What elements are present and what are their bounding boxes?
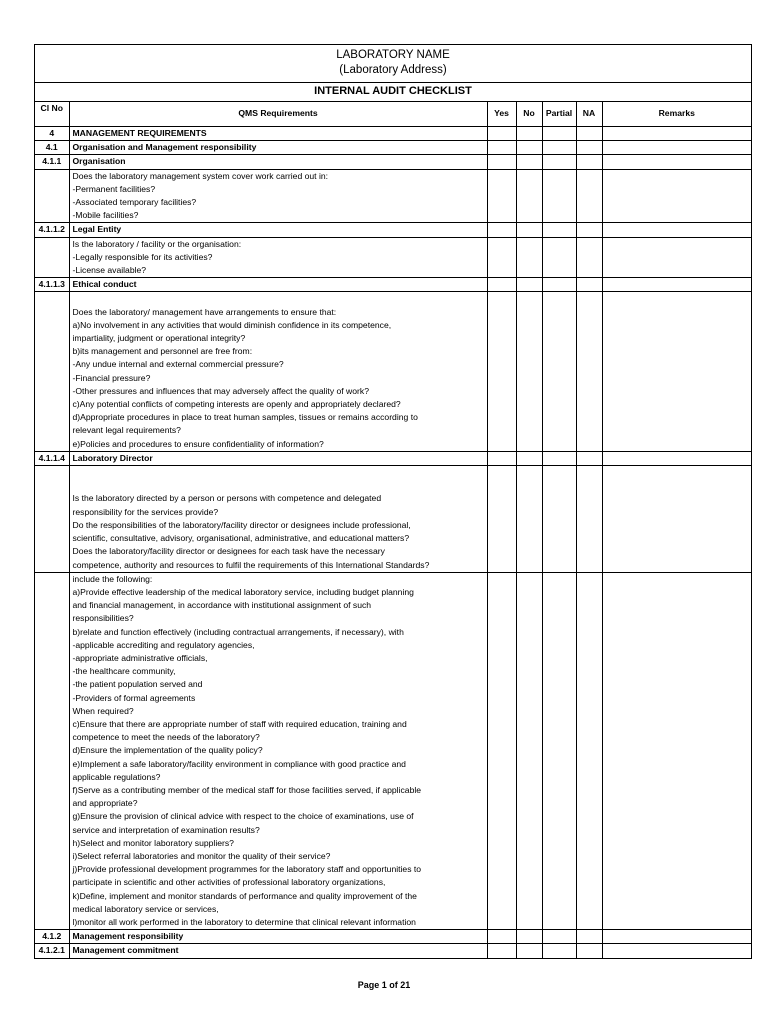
- laboratory-name: LABORATORY NAME: [336, 49, 450, 61]
- na-cell[interactable]: [576, 237, 602, 278]
- na-cell[interactable]: [576, 155, 602, 169]
- remarks-cell[interactable]: [602, 466, 751, 573]
- requirement-line: f)Serve as a contributing member of the medical staff for those facilities served, if applicable: [72, 784, 422, 795]
- section-heading: [69, 127, 487, 141]
- yes-cell[interactable]: [487, 141, 516, 155]
- table-header-row: [35, 102, 751, 127]
- page-number: Page 1 of 21: [357, 980, 411, 990]
- section-row: [35, 278, 751, 292]
- requirement-line: -Providers of formal agreements: [72, 692, 196, 703]
- requirement-line: Do the responsibilities of the laboratory/facility director or designees include professional,: [72, 519, 411, 530]
- clause-number: 4.1.1: [35, 155, 69, 169]
- clause-number: [35, 292, 69, 451]
- yes-cell[interactable]: [487, 278, 516, 292]
- requirement-text: [69, 292, 487, 451]
- requirement-line: Is the laboratory directed by a person or persons with competence and delegated: [72, 493, 382, 504]
- clause-number: 4.1.1.3: [35, 278, 69, 292]
- requirement-line: Ethical conduct: [72, 279, 137, 290]
- no-cell[interactable]: [516, 572, 542, 929]
- requirement-line: service and interpretation of examination results?: [72, 824, 260, 835]
- yes-cell[interactable]: [487, 292, 516, 451]
- requirement-line: -License available?: [72, 265, 147, 276]
- remarks-cell[interactable]: [602, 278, 751, 292]
- clause-number: 4.1.2.1: [35, 944, 69, 958]
- partial-cell[interactable]: [542, 141, 576, 155]
- partial-cell[interactable]: [542, 127, 576, 141]
- requirement-line: a)Provide effective leadership of the medical laboratory service, including budget planning: [72, 586, 414, 597]
- na-cell[interactable]: [576, 169, 602, 223]
- requirement-line: e)Implement a safe laboratory/facility environment in compliance with good practice and: [72, 758, 406, 769]
- no-cell[interactable]: [516, 169, 542, 223]
- requirement-line: When required?: [72, 705, 134, 716]
- partial-cell[interactable]: [542, 278, 576, 292]
- requirement-text: [69, 572, 487, 929]
- requirement-line: [73, 466, 484, 479]
- remarks-cell[interactable]: [602, 572, 751, 929]
- yes-cell[interactable]: [487, 466, 516, 573]
- requirement-line: c)Any potential conflicts of competing interests are openly and appropriately declared?: [72, 399, 401, 410]
- partial-cell[interactable]: [542, 292, 576, 451]
- na-cell[interactable]: [576, 127, 602, 141]
- requirement-line: -appropriate administrative officials,: [72, 652, 208, 663]
- question-row: [35, 237, 751, 278]
- document-title: INTERNAL AUDIT CHECKLIST: [35, 83, 751, 102]
- na-cell[interactable]: [576, 451, 602, 465]
- requirement-line: [73, 292, 484, 305]
- question-row: [35, 169, 751, 223]
- clause-number: [35, 466, 69, 573]
- requirement-line: e)Policies and procedures to ensure confidentiality of information?: [72, 438, 324, 449]
- partial-cell[interactable]: [542, 466, 576, 573]
- requirement-text: [69, 169, 487, 223]
- section-heading: [69, 944, 487, 958]
- no-cell[interactable]: [516, 292, 542, 451]
- question-row: [35, 572, 751, 929]
- na-cell[interactable]: [576, 930, 602, 944]
- remarks-cell[interactable]: [602, 930, 751, 944]
- remarks-cell[interactable]: [602, 223, 751, 237]
- requirement-line: -Legally responsible for its activities?: [72, 251, 213, 262]
- col-header-partial: Partial: [542, 102, 576, 127]
- remarks-cell[interactable]: [602, 944, 751, 958]
- no-cell[interactable]: [516, 278, 542, 292]
- clause-number: [35, 169, 69, 223]
- partial-cell[interactable]: [542, 944, 576, 958]
- requirement-line: responsibilities?: [72, 613, 134, 624]
- requirement-line: b)relate and function effectively (including contractual arrangements, if necessary), with: [72, 626, 404, 637]
- requirement-line: b)its management and personnel are free from:: [72, 346, 253, 357]
- requirement-line: Organisation and Management responsibility: [72, 142, 257, 153]
- requirement-line: Management commitment: [72, 945, 179, 956]
- no-cell[interactable]: [516, 237, 542, 278]
- requirement-line: a)No involvement in any activities that would diminish confidence in its competence,: [72, 319, 392, 330]
- clause-number: 4.1.2: [35, 930, 69, 944]
- yes-cell[interactable]: [487, 155, 516, 169]
- requirement-text: [69, 237, 487, 278]
- requirement-line: include the following:: [72, 573, 153, 584]
- yes-cell[interactable]: [487, 169, 516, 223]
- requirement-line: relevant legal requirements?: [72, 425, 181, 436]
- requirement-line: impartiality, judgment or operational integrity?: [72, 333, 246, 344]
- na-cell[interactable]: [576, 223, 602, 237]
- yes-cell[interactable]: [487, 223, 516, 237]
- requirement-line: Is the laboratory / facility or the organisation:: [72, 238, 242, 249]
- requirement-line: Legal Entity: [72, 224, 122, 235]
- na-cell[interactable]: [576, 141, 602, 155]
- partial-cell[interactable]: [542, 223, 576, 237]
- requirement-line: Does the laboratory/ management have arrangements to ensure that:: [72, 306, 337, 317]
- yes-cell[interactable]: [487, 451, 516, 465]
- section-row: [35, 944, 751, 958]
- yes-cell[interactable]: [487, 944, 516, 958]
- section-heading: [69, 155, 487, 169]
- requirement-line: -Other pressures and influences that may adversely affect the quality of work?: [72, 385, 369, 396]
- section-heading: [69, 278, 487, 292]
- section-row: [35, 451, 751, 465]
- col-header-remarks: Remarks: [602, 102, 751, 127]
- requirement-line: MANAGEMENT REQUIREMENTS: [72, 128, 207, 138]
- requirement-line: -the healthcare community,: [72, 666, 176, 677]
- partial-cell[interactable]: [542, 930, 576, 944]
- section-row: [35, 155, 751, 169]
- no-cell[interactable]: [516, 944, 542, 958]
- requirement-line: l)monitor all work performed in the laboratory to determine that clinical relevant information: [72, 916, 416, 927]
- remarks-cell[interactable]: [602, 169, 751, 223]
- na-cell[interactable]: [576, 466, 602, 573]
- requirement-line: responsibility for the services provide?: [72, 506, 219, 517]
- requirement-line: [73, 479, 484, 492]
- na-cell[interactable]: [576, 292, 602, 451]
- yes-cell[interactable]: [487, 930, 516, 944]
- partial-cell[interactable]: [542, 169, 576, 223]
- section-row: [35, 141, 751, 155]
- requirement-text: [69, 466, 487, 573]
- no-cell[interactable]: [516, 451, 542, 465]
- remarks-cell[interactable]: [602, 127, 751, 141]
- section-heading: [69, 141, 487, 155]
- requirement-line: applicable regulations?: [72, 771, 161, 782]
- partial-cell[interactable]: [542, 451, 576, 465]
- no-cell[interactable]: [516, 930, 542, 944]
- clause-number: 4.1.1.2: [35, 223, 69, 237]
- requirement-line: -the patient population served and: [72, 679, 203, 690]
- audit-checklist-sheet: [34, 44, 752, 959]
- no-cell[interactable]: [516, 127, 542, 141]
- requirement-line: competence, authority and resources to fulfil the requirements of this International Standards?: [72, 559, 430, 570]
- requirement-line: and financial management, in accordance with institutional assignment of such: [72, 600, 372, 611]
- requirement-line: -Associated temporary facilities?: [72, 197, 197, 208]
- requirement-line: k)Define, implement and monitor standards of performance and quality improvement of the: [72, 890, 417, 901]
- requirement-line: Does the laboratory/facility director or designees for each task have the necessary: [72, 546, 385, 557]
- question-row: [35, 292, 751, 451]
- requirement-line: j)Provide professional development programmes for the laboratory staff and opportunities to: [72, 864, 422, 875]
- requirement-line: d)Ensure the implementation of the quality policy?: [72, 745, 263, 756]
- requirement-line: Management responsibility: [72, 931, 184, 942]
- remarks-cell[interactable]: [602, 155, 751, 169]
- question-row: [35, 466, 751, 573]
- yes-cell[interactable]: [487, 127, 516, 141]
- yes-cell[interactable]: [487, 572, 516, 929]
- clause-number: 4.1.1.4: [35, 451, 69, 465]
- requirement-line: c)Ensure that there are appropriate number of staff with required education, training and: [72, 718, 407, 729]
- checklist-table: [35, 102, 751, 958]
- col-header-na: NA: [576, 102, 602, 127]
- section-row: [35, 223, 751, 237]
- requirement-line: -Financial pressure?: [72, 372, 151, 383]
- yes-cell[interactable]: [487, 237, 516, 278]
- na-cell[interactable]: [576, 944, 602, 958]
- remarks-cell[interactable]: [602, 237, 751, 278]
- clause-number: 4.1: [35, 141, 69, 155]
- na-cell[interactable]: [576, 278, 602, 292]
- requirement-line: -Permanent facilities?: [72, 183, 156, 194]
- col-header-no: No: [516, 102, 542, 127]
- clause-number: 4: [35, 127, 69, 141]
- section-heading: [69, 930, 487, 944]
- section-row: [35, 930, 751, 944]
- requirement-line: -Mobile facilities?: [72, 210, 139, 221]
- no-cell[interactable]: [516, 223, 542, 237]
- section-row: [35, 127, 751, 141]
- remarks-cell[interactable]: [602, 292, 751, 451]
- requirement-line: h)Select and monitor laboratory suppliers?: [72, 837, 234, 848]
- remarks-cell[interactable]: [602, 451, 751, 465]
- requirement-line: i)Select referral laboratories and monitor the quality of their service?: [72, 850, 331, 861]
- remarks-cell[interactable]: [602, 141, 751, 155]
- no-cell[interactable]: [516, 141, 542, 155]
- requirement-line: participate in scientific and other activities of professional laboratory organizations,: [72, 877, 386, 888]
- requirement-line: Organisation: [72, 156, 126, 167]
- section-heading: [69, 451, 487, 465]
- requirement-line: and appropriate?: [72, 798, 138, 809]
- requirement-line: -Any undue internal and external commercial pressure?: [72, 359, 284, 370]
- partial-cell[interactable]: [542, 572, 576, 929]
- col-header-requirements: QMS Requirements: [69, 102, 487, 127]
- na-cell[interactable]: [576, 572, 602, 929]
- requirement-line: Laboratory Director: [72, 452, 153, 463]
- no-cell[interactable]: [516, 466, 542, 573]
- col-header-yes: Yes: [487, 102, 516, 127]
- clause-number: [35, 237, 69, 278]
- requirement-line: Does the laboratory management system cover work carried out in:: [72, 170, 329, 181]
- requirement-line: medical laboratory service or services,: [72, 903, 219, 914]
- requirement-line: -applicable accrediting and regulatory agencies,: [72, 639, 255, 650]
- clause-number: [35, 572, 69, 929]
- requirement-line: d)Appropriate procedures in place to treat human samples, tissues or remains according to: [72, 412, 418, 423]
- requirement-line: g)Ensure the provision of clinical advice with respect to the choice of examinations, use of: [72, 811, 414, 822]
- no-cell[interactable]: [516, 155, 542, 169]
- col-header-cl-no: Cl No: [35, 102, 69, 127]
- partial-cell[interactable]: [542, 237, 576, 278]
- requirement-line: competence to meet the needs of the laboratory?: [72, 732, 260, 743]
- laboratory-header: [35, 45, 751, 83]
- partial-cell[interactable]: [542, 155, 576, 169]
- section-heading: [69, 223, 487, 237]
- laboratory-address: (Laboratory Address): [339, 64, 447, 76]
- requirement-line: scientific, consultative, advisory, organisational, administrative, and educational matters?: [72, 533, 410, 544]
